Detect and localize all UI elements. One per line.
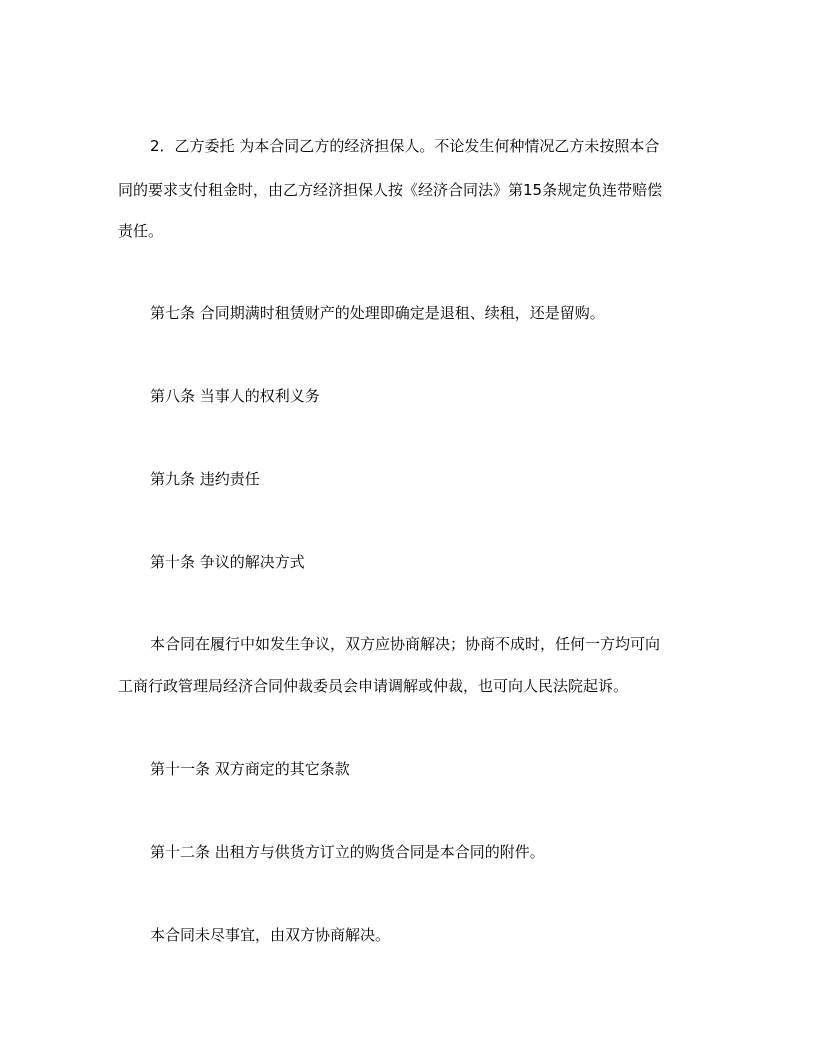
article-10-heading: 第十条 争议的解决方式 [150,553,305,571]
guarantor-clause-line-3: 责任。 [118,222,164,240]
dispute-clause-line-1: 本合同在履行中如发生争议，双方应协商解决；协商不成时，任何一方均可向 [150,635,661,653]
guarantor-clause-line-2: 同的要求支付租金时，由乙方经济担保人按《经济合同法》第15条规定负连带赔偿 [118,181,663,199]
article-8-heading: 第八条 当事人的权利义务 [150,387,320,405]
article-11-heading: 第十一条 双方商定的其它条款 [150,760,350,778]
article-12: 第十二条 出租方与供货方订立的购货合同是本合同的附件。 [150,843,545,861]
dispute-clause-line-2: 工商行政管理局经济合同仲裁委员会申请调解或仲裁，也可向人民法院起诉。 [118,677,629,695]
closing-clause: 本合同未尽事宜，由双方协商解决。 [150,926,391,944]
article-9-heading: 第九条 违约责任 [150,470,260,488]
guarantor-clause-line-1: 2．乙方委托 为本合同乙方的经济担保人。不论发生何种情况乙方未按照本合 [150,137,660,155]
article-7: 第七条 合同期满时租赁财产的处理即确定是退租、续租，还是留购。 [150,304,605,322]
